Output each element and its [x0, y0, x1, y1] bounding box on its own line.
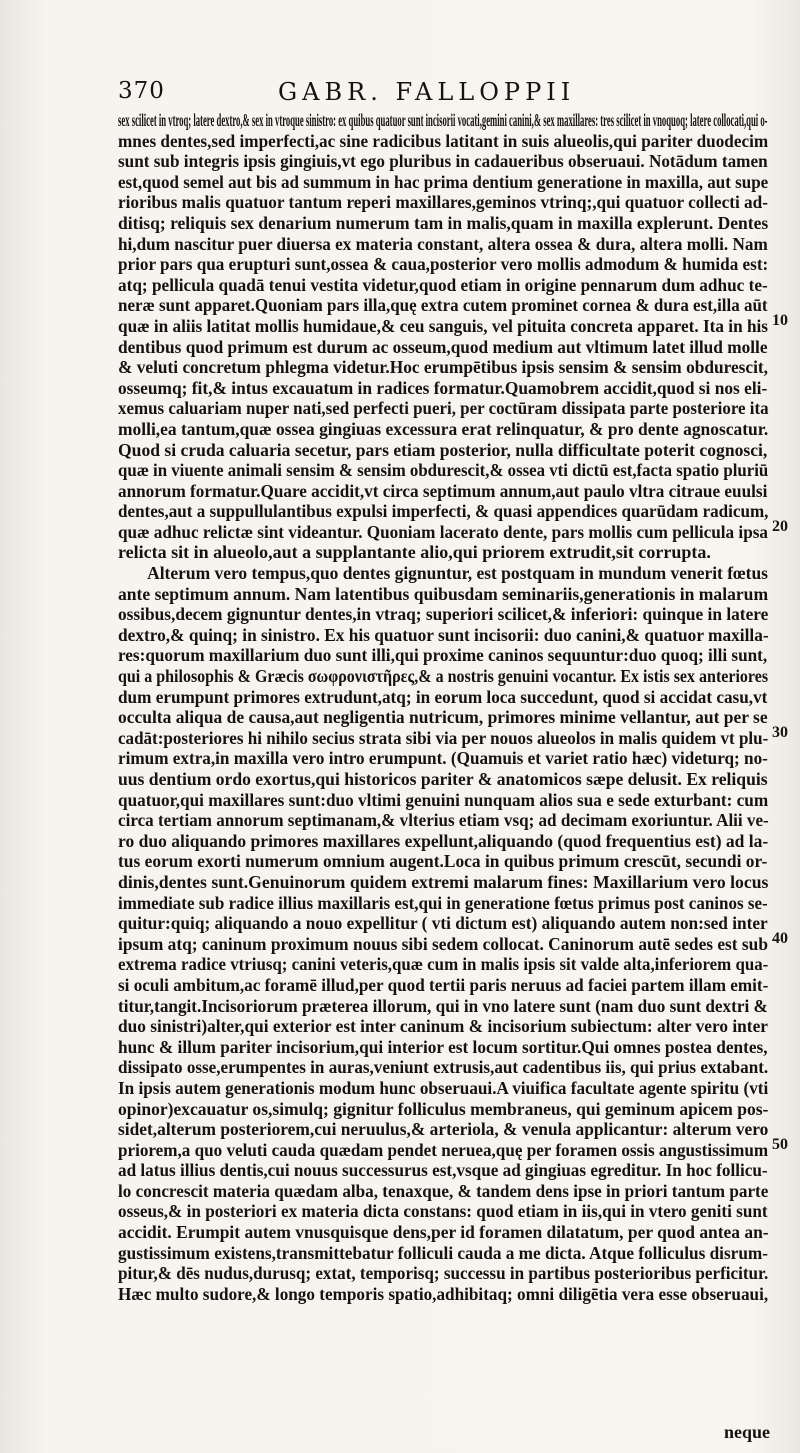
running-head: GABR. FALLOPPII [278, 78, 576, 106]
text-line: dentes,aut a suppullulantibus expulsi imperfecti, & quasi appendices quarūdam radicum, [118, 501, 769, 522]
text-line: extrema radice vtriusq; canini veteris,quæ cum in malis ipsis sit valde alta,inferiorem qua- [118, 954, 769, 975]
text-line: hi,dum nascitur puer diuersa ex materia constant, altera ossea & dura, altera molli. Nam [118, 233, 768, 254]
text-line: Alterum vero tempus,quo dentes gignuntur, est postquam in mundum venerit fœtus [147, 563, 768, 584]
text-line: cadāt:posteriores hi nihilo secius strata sibi via per nouos alueolos in malis quidem vt plu- [118, 727, 768, 748]
text-line: dentibus quod primum est durum ac osseum,quod medium aut vltimum latet illud molle [118, 336, 768, 357]
margin-line-number: 40 [772, 930, 788, 947]
text-line: tus eorum exorti numerum omnium augent.Loca in quibus primum crescūt, secundi or- [118, 851, 768, 872]
text-line: molli,ea tantum,quæ ossea gingiuas excessura erat relinquatur, & pro dente agnoscatur. [118, 418, 769, 439]
text-line: circa tertiam annorum septimanam,& vlterius etiam vsq; ad decimam exoriuntur. Alii ve- [118, 810, 769, 831]
text-line: ossibus,decem gignuntur dentes,in vtraq; superiori scilicet,& inferiori: quinque in latere [118, 604, 769, 625]
text-line: occulta aliqua de causa,aut negligentia nutricum, primores minime vellantur, aut per se [118, 707, 768, 728]
text-line: quitur:quiq; aliquando a nouo expellitur ( vti dictum est) aliquando autem non:sed inter [118, 913, 768, 934]
text-line: osseumq; fit,& intus excauatum in radices formatur.Quamobrem accidit,quod si nos eli- [118, 377, 768, 398]
text-line: est,quod semel aut bis ad summum in hac prima dentium generatione in maxilla, aut supe [118, 171, 769, 192]
text-line: immediate sub radice illius maxillaris est,qui in generatione fœtus primus post caninos se- [118, 892, 768, 913]
text-line: qui a philosophis & Græcis σωφρονιστῆρες,& a nostris genuini vocantur. Ex istis sex anteriores [118, 666, 768, 687]
text-line: atq; pellicula quadā tenui vestita videtur,quod etiam in origine pennarum dum adhuc te- [118, 274, 768, 295]
catchword: neque [723, 1422, 770, 1442]
text-line: rioribus malis quatuor tantum reperi maxillares,geminos vtrinq;,qui quatuor collecti ad- [118, 192, 768, 213]
text-line: ad latus illius dentis,cui nouus successurus est,vsque ad gingiuas egreditur. In hoc follicu- [118, 1160, 768, 1181]
text-line: sidet,alterum posteriorem,cui neruulus,& arteriola, & venula applicantur: alterum vero [118, 1119, 769, 1140]
text-line: pitur,& dēs nudus,durusq; extat, temporisq; successu in partibus posterioribus perficitur. [118, 1263, 769, 1284]
margin-line-number: 50 [772, 1136, 788, 1153]
text-line: duo sinistri)alter,qui exterior est inter caninum & incisorium subiectum: alter vero inter [118, 1016, 768, 1037]
text-line: res:quorum maxillarium duo sunt illi,qui proxime caninos sequuntur:duo quoq; illi sunt, [118, 645, 768, 666]
text-line: In ipsis autem generationis modum hunc obseruaui.A viuifica facultate agente spiritu (vti [118, 1077, 769, 1098]
text-line: Quod si cruda caluaria secetur, pars etiam posterior, nulla difficultate poterit cognosci, [118, 439, 768, 460]
text-line: osseus,& in posteriori ex materia dicta constans: quod etiam in iis,qui in vtero geniti sunt [118, 1201, 768, 1222]
text-line: dissipato osse,erumpentes in auras,veniunt extrusis,aut cadentibus iis, qui prius extabant. [118, 1057, 769, 1078]
margin-line-number: 20 [772, 518, 788, 535]
margin-line-number: 10 [772, 312, 788, 329]
text-line: gustissimum existens,transmittebatur folliculi cauda a me dicta. Atque folliculus disrum- [118, 1242, 768, 1263]
text-line: dextro,& quinq; in sinistro. Ex his quatuor sunt incisorii: duo canini,& quatuor maxilla- [118, 624, 769, 645]
text-line: ro duo aliquando primores maxillares expellunt,aliquando (quod frequentius est) ad la- [118, 830, 768, 851]
text-line: quatuor,qui maxillares sunt:duo vltimi genuini nunquam alios sua e sede exturbant: cum [118, 789, 769, 810]
text-line: annorum formatur.Quare accidit,vt circa septimum annum,aut paulo vltra citraue euulsi [118, 480, 768, 501]
text-line: rimum extra,in maxilla vero intro erumpunt. (Quamuis et variet ratio hæc) videturq; no- [118, 748, 768, 769]
text-line: ditisq; reliquis sex denarium numerum tam in malis,quam in maxilla explerunt. Dentes [118, 212, 768, 233]
text-line: opinor)excauatur os,simulq; gignitur folliculus membraneus, qui geminum apicem pos- [118, 1098, 768, 1119]
text-line: quæ in viuente animali sensim & sensim obdurescit,& ossea vti dictū est,facta spatio pluriū [118, 460, 769, 481]
text-line: priorem,a quo veluti cauda quædam pendet neruea,quę per foramen ossis angustissimum [118, 1139, 768, 1160]
text-line: accidit. Erumpit autem vnusquisque dens,per id foramen dilatatum, per quod antea an- [118, 1222, 769, 1243]
text-line: dinis,dentes sunt.Genuinorum quidem extremi malarum fines: Maxillarium vero locus [118, 871, 769, 892]
text-line: sunt sub integris ipsis gingiuis,vt ego pluribus in cadaueribus obseruaui. Notādum tamen [118, 151, 768, 172]
page-header [118, 78, 758, 108]
page-number: 370 [118, 78, 165, 104]
text-line: dum erumpunt primores extrudunt,atq; in eorum loca succedunt, quod si accidat casu,vt [118, 686, 768, 707]
text-line: lo concrescit materia quædam alba, tenaxque, & tandem dens ipse in priori tantum parte [118, 1180, 769, 1201]
text-line: quæ in aliis latitat mollis humidaue,& ceu sanguis, vel pituita concreta apparet. Ita in his [118, 315, 768, 336]
text-line: titur,tangit.Incisoriorum præterea illorum, qui in vno latere sunt (nam duo sunt dextri & [118, 995, 768, 1016]
text-line: relicta sit in alueolo,aut a supplantante alio,qui priorem extrudit,sit corrupta. [118, 542, 711, 563]
text-line: hunc & illum pariter incisorium,qui interior est locum sortitur.Qui omnes postea dentes, [118, 1036, 768, 1057]
body-text [118, 110, 768, 1304]
text-line: uus dentium ordo exortus,qui historicos pariter & anatomicos sæpe delusit. Ex reliquis [118, 769, 768, 789]
text-line: ante septimum annum. Nam latentibus quibusdam seminariis,generationis in malarum [118, 583, 769, 604]
text-line: xemus caluariam nuper nati,sed perfecti pueri, per coctūram dissipata parte posteriore ita [118, 398, 769, 419]
text-line: mnes dentes,sed imperfecti,ac sine radicibus latitant in suis alueolis,qui pariter duodecim [118, 130, 768, 151]
text-line: sex scilicet in vtroq; latere dextro,& sex in vtroque sinistro: ex quibus quatuor sunt incisorii vocati,gemini canini,& sex maxillares: tres scilicet in vnoquoq; latere collocati,qui o- [118, 110, 768, 130]
text-line: & veluti concretum phlegma videtur.Hoc erumpētibus ipsis sensim & sensim obdurescit, [118, 357, 769, 378]
text-line: si oculi ambitum,ac foramē illud,per quod tertii paris neruus ad faciei partem illam emit- [118, 974, 769, 995]
text-line: neræ sunt apparet.Quoniam pars illa,quę extra cutem prominet cornea & dura est,illa aūt [118, 295, 768, 316]
text-line: prior pars qua erupturi sunt,ossea & caua,posterior vero mollis admodum & humida est: [118, 254, 769, 275]
text-line: ipsum atq; caninum proximum nouus sibi sedem collocat. Caninorum autē sedes est sub [118, 933, 768, 954]
text-line: Hæc multo sudore,& longo temporis spatio,adhibitaq; omni diligētia vera esse obseruaui, [118, 1283, 768, 1304]
text-line: quæ adhuc relictæ sint videantur. Quoniam lacerato dente, pars mollis cum pellicula ipsa [118, 521, 768, 542]
margin-line-number: 30 [772, 724, 788, 741]
